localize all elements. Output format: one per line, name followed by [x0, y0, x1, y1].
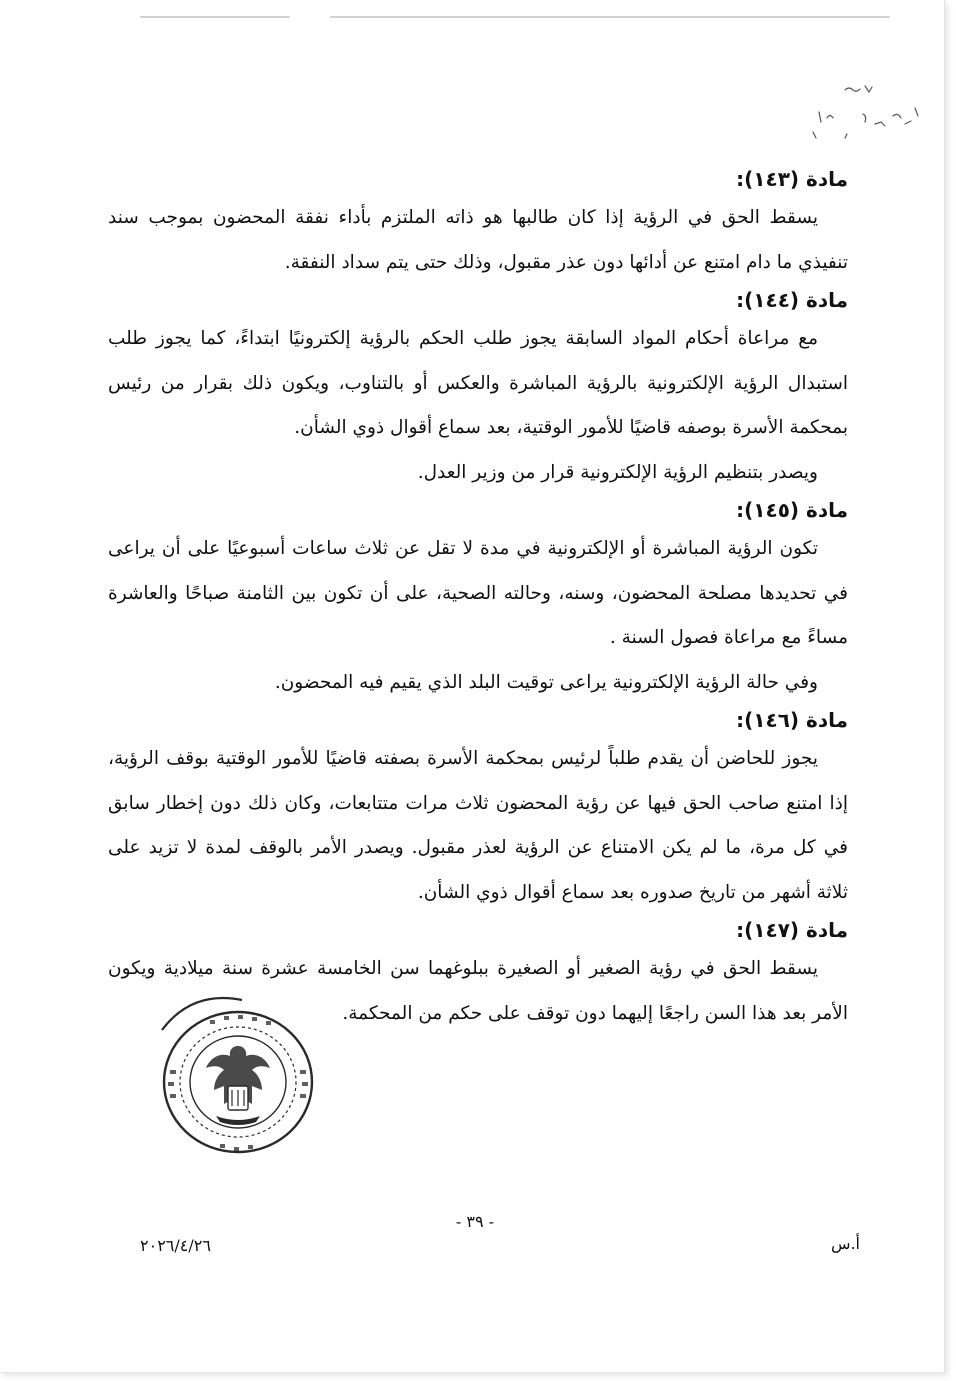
article-143	[108, 164, 848, 285]
article-paragraph: مع مراعاة أحكام المواد السابقة يجوز طلب الحكم بالرؤية إلكترونيًا ابتداءً، كما يجوز طلب استبدال الرؤية الإلكترونية بالرؤية المباشرة والعكس أو بالتناوب، ويكون ذلك بقرار من رئيس بمحكمة الأسرة بوصفه قاضيًا للأمور الوقتية، بعد سماع أقوال ذوي الشأن.	[108, 328, 848, 438]
article-146	[108, 705, 848, 915]
article-heading: مادة (١٤٤):	[736, 288, 848, 312]
article-heading: مادة (١٤٦):	[736, 708, 848, 732]
page-number: - ٣٩ -	[455, 1212, 495, 1231]
article-paragraph: يسقط الحق في رؤية الصغير أو الصغيرة ببلوغهما سن الخامسة عشرة سنة ميلادية ويكون الأمر بعد هذا السن راجعًا إليهما دون توقف على حكم من المحكمة.	[108, 958, 848, 1024]
footer-date: ٢٠٢٦/٤/٢٦	[140, 1236, 211, 1255]
article-heading: مادة (١٤٥):	[736, 498, 848, 522]
article-heading: مادة (١٤٧):	[736, 918, 848, 942]
article-paragraph: وفي حالة الرؤية الإلكترونية يراعى توقيت البلد الذي يقيم فيه المحضون.	[274, 671, 818, 693]
eagle-seal-icon	[150, 990, 320, 1170]
article-144	[108, 285, 848, 495]
article-heading: مادة (١٤٣):	[736, 167, 848, 191]
article-paragraph: يجوز للحاضن أن يقدم طلباً لرئيس بمحكمة الأسرة بصفته قاضيًا للأمور الوقتية بوقف الرؤية، إذا امتنع صاحب الحق فيها عن رؤية المحضون ثلاث مرات متتابعات، وكان ذلك دون إخطار سابق في كل مرة، ما لم يكن الامتناع عن الرؤية لعذر مقبول. ويصدر الأمر بالوقف لمدة لا تزيد على ثلاثة أشهر من تاريخ صدوره بعد سماع أقوال ذوي الشأن.	[108, 748, 848, 903]
article-145	[108, 495, 848, 705]
top-rule-right	[330, 16, 890, 18]
article-paragraph: يسقط الحق في الرؤية إذا كان طالبها هو ذاته الملتزم بأداء نفقة المحضون بموجب سند تنفيذي ما دام امتنع عن أدائها دون عذر مقبول، وذلك حتى يتم سداد النفقة.	[108, 207, 848, 273]
document-body	[108, 164, 848, 1036]
article-paragraph: تكون الرؤية المباشرة أو الإلكترونية في مدة لا تقل عن ثلاث ساعات أسبوعيًا على أن يراعى في تحديدها مصلحة المحضون، وسنه، وحالته الصحية، على أن تكون بين الثامنة صباحًا والعاشرة مساءً مع مراعاة فصول السنة .	[108, 538, 848, 648]
handwritten-mark-icon	[805, 78, 925, 148]
top-rule-left	[140, 16, 290, 18]
article-paragraph: ويصدر بتنظيم الرؤية الإلكترونية قرار من وزير العدل.	[417, 461, 818, 483]
footer-initials: أ.س	[830, 1234, 860, 1253]
